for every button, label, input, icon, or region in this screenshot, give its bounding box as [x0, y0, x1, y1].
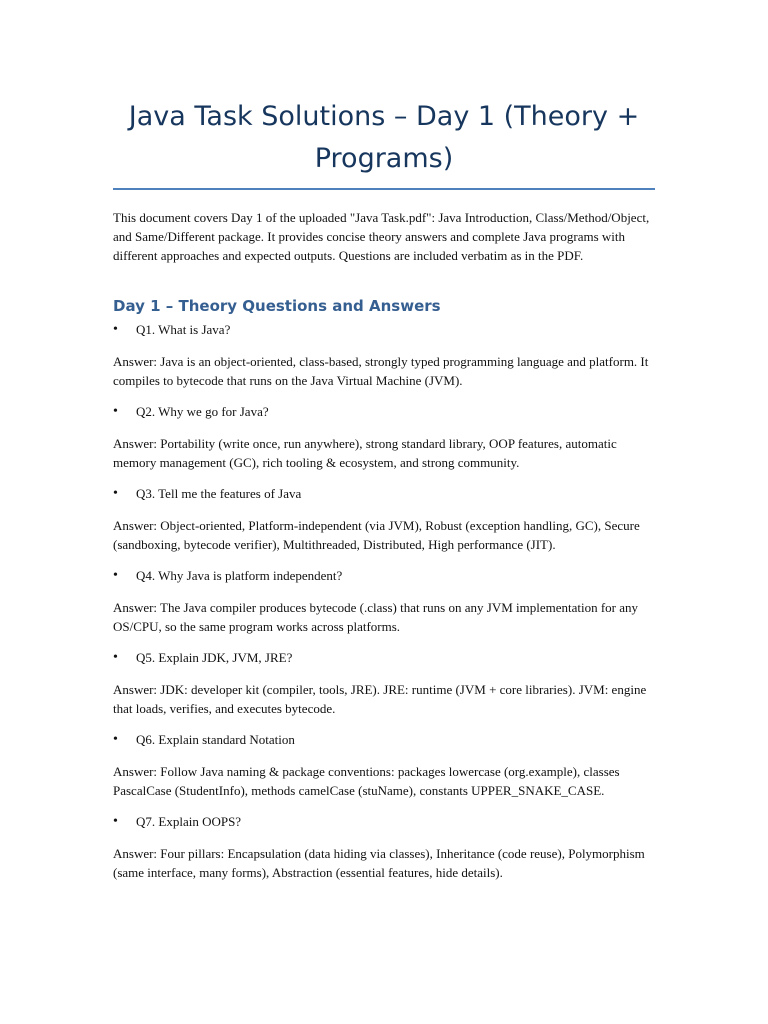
- question-text: Q2. Why we go for Java?: [136, 404, 269, 419]
- bullet-icon: •: [113, 732, 118, 747]
- bullet-icon: •: [113, 568, 118, 583]
- qa-item: [113, 648, 655, 718]
- question-bullet-item: [113, 730, 655, 749]
- bullet-icon: •: [113, 322, 118, 337]
- answer-text: Answer: Four pillars: Encapsulation (data hiding via classes), Inheritance (code reuse), Polymorphism (same interface, many forms), Abstraction (essential features, hide details).: [113, 846, 645, 880]
- bullet-icon: •: [113, 650, 118, 665]
- answer-text: Answer: Java is an object-oriented, class-based, strongly typed programming language and platform. It compiles to bytecode that runs on the Java Virtual Machine (JVM).: [113, 354, 649, 388]
- bullet-icon: •: [113, 814, 118, 829]
- question-bullet-item: [113, 812, 655, 831]
- question-bullet-item: [113, 566, 655, 585]
- qa-item: [113, 484, 655, 554]
- question-text: Q3. Tell me the features of Java: [136, 486, 302, 501]
- question-bullet-item: [113, 484, 655, 503]
- qa-item: [113, 320, 655, 390]
- question-text: Q4. Why Java is platform independent?: [136, 568, 343, 583]
- qa-item: [113, 730, 655, 800]
- answer-text: Answer: JDK: developer kit (compiler, tools, JRE). JRE: runtime (JVM + core libraries). JVM: engine that loads, verifies, and executes bytecode.: [113, 682, 647, 716]
- answer-text: Answer: Follow Java naming & package conventions: packages lowercase (org.example), classes PascalCase (StudentInfo), methods camelCase (stuName), constants UPPER_SNAKE_CASE.: [113, 764, 620, 798]
- intro-paragraph: This document covers Day 1 of the uploaded "Java Task.pdf": Java Introduction, Class/Method/Object, and Same/Different package. It provides concise theory answers and complete Java programs with different approaches and expected outputs. Questions are included verbatim as in the PDF.: [113, 210, 650, 263]
- document-title: Java Task Solutions – Day 1 (Theory + Programs): [113, 96, 655, 190]
- qa-item: [113, 566, 655, 636]
- bullet-icon: •: [113, 486, 118, 501]
- answer-text: Answer: The Java compiler produces bytecode (.class) that runs on any JVM implementation for any OS/CPU, so the same program works across platforms.: [113, 600, 639, 634]
- qa-item: [113, 402, 655, 472]
- question-bullet-item: [113, 320, 655, 339]
- document-page: [113, 0, 655, 882]
- question-text: Q5. Explain JDK, JVM, JRE?: [136, 650, 293, 665]
- question-bullet-item: [113, 648, 655, 667]
- answer-text: Answer: Object-oriented, Platform-independent (via JVM), Robust (exception handling, GC), Secure (sandboxing, bytecode verifier), Multithreaded, Distributed, High performance (JIT).: [113, 518, 640, 552]
- qa-item: [113, 812, 655, 882]
- section-heading: Day 1 – Theory Questions and Answers: [113, 297, 441, 315]
- answer-text: Answer: Portability (write once, run anywhere), strong standard library, OOP features, automatic memory management (GC), rich tooling & ecosystem, and strong community.: [113, 436, 617, 470]
- bullet-icon: •: [113, 404, 118, 419]
- question-text: Q6. Explain standard Notation: [136, 732, 295, 747]
- question-bullet-item: [113, 402, 655, 421]
- question-text: Q7. Explain OOPS?: [136, 814, 242, 829]
- question-text: Q1. What is Java?: [136, 322, 231, 337]
- qa-list: [113, 320, 655, 882]
